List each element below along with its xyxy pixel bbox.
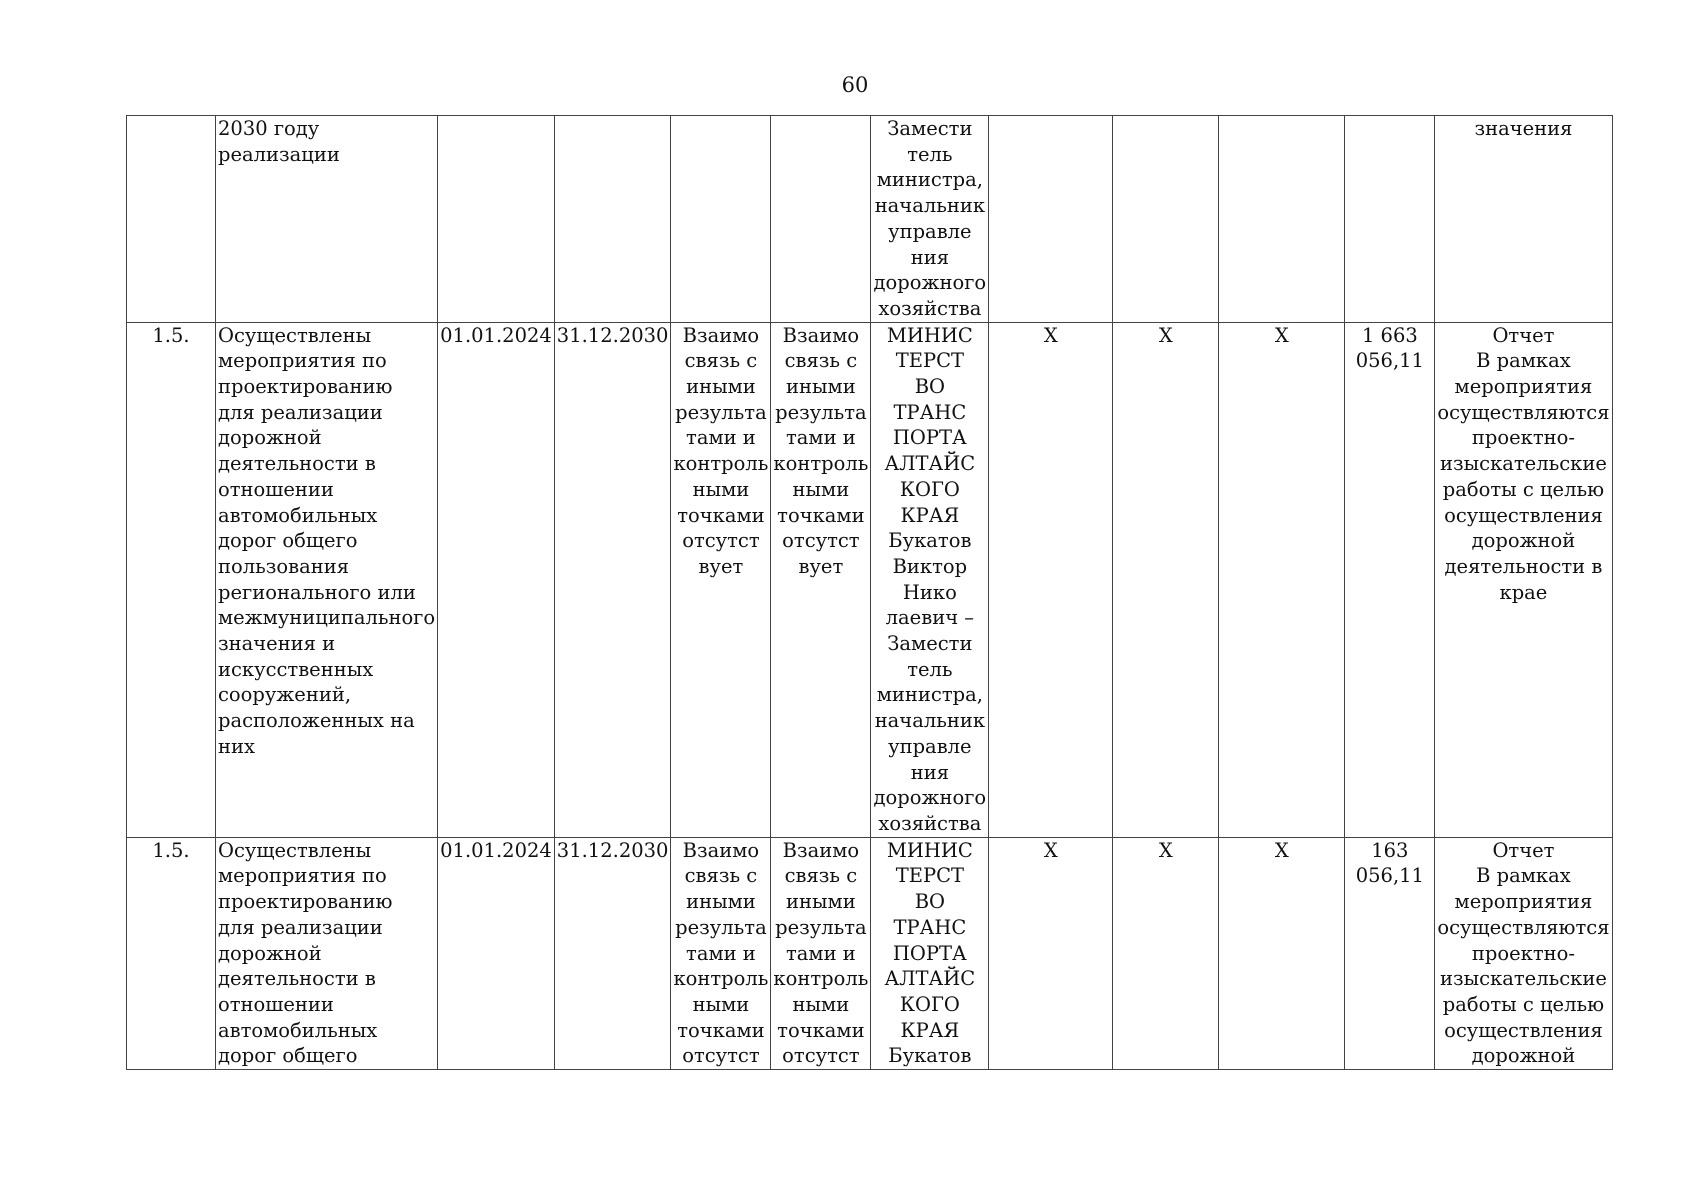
row-number-cell: 1.5. bbox=[127, 322, 216, 837]
row-number-cell: 1.5. bbox=[127, 837, 216, 1069]
x-mark-cell-3: X bbox=[1219, 837, 1345, 1069]
measure-name-cell: Осуществлены мероприятия по проектированию для реализации дорожной деятельности в отношении автомобильных дорог общего пользования регионального или межмуниципального значения и искусственных сооружений, расположенных на них bbox=[216, 322, 438, 837]
amount-cell: 163 056,11 bbox=[1345, 837, 1435, 1069]
measure-name-cell: 2030 году реализации bbox=[216, 116, 438, 323]
amount-cell bbox=[1345, 116, 1435, 323]
start-date-cell: 01.01.2024 bbox=[438, 322, 555, 837]
amount-cell: 1 663 056,11 bbox=[1345, 322, 1435, 837]
start-date-cell bbox=[438, 116, 555, 323]
link-next-cell: Взаимо связь с иными результа тами и контроль ными точками отсутст bbox=[771, 837, 871, 1069]
x-mark-cell-2: X bbox=[1113, 322, 1219, 837]
end-date-cell bbox=[554, 116, 671, 323]
result-cell: значения bbox=[1435, 116, 1612, 323]
x-mark-cell-2 bbox=[1113, 116, 1219, 323]
table-row bbox=[127, 837, 1613, 1069]
measure-name-cell: Осуществлены мероприятия по проектированию для реализации дорожной деятельности в отношении автомобильных дорог общего bbox=[216, 837, 438, 1069]
x-mark-cell-1: X bbox=[989, 322, 1113, 837]
result-cell: Отчет В рамках мероприятия осуществляются проектно- изыскательские работы с целью осуществления дорожной деятельности в крае bbox=[1435, 322, 1612, 837]
x-mark-cell-1: X bbox=[989, 837, 1113, 1069]
start-date-cell: 01.01.2024 bbox=[438, 837, 555, 1069]
end-date-cell: 31.12.2030 bbox=[554, 837, 671, 1069]
x-mark-cell-1 bbox=[989, 116, 1113, 323]
link-previous-cell: Взаимо связь с иными результа тами и контроль ными точками отсутст вует bbox=[671, 322, 771, 837]
responsible-cell: МИНИС ТЕРСТ ВО ТРАНС ПОРТА АЛТАЙС КОГО КРАЯ Букатов bbox=[871, 837, 989, 1069]
end-date-cell: 31.12.2030 bbox=[554, 322, 671, 837]
x-mark-cell-3: X bbox=[1219, 322, 1345, 837]
table-row bbox=[127, 322, 1613, 837]
link-previous-cell: Взаимо связь с иными результа тами и контроль ными точками отсутст bbox=[671, 837, 771, 1069]
result-cell: Отчет В рамках мероприятия осуществляются проектно- изыскательские работы с целью осуществления дорожной bbox=[1435, 837, 1612, 1069]
responsible-cell: Замести тель министра, начальник управле ния дорожного хозяйства bbox=[871, 116, 989, 323]
x-mark-cell-2: X bbox=[1113, 837, 1219, 1069]
measures-table bbox=[126, 115, 1613, 1070]
page-number: 60 bbox=[841, 73, 869, 97]
x-mark-cell-3 bbox=[1219, 116, 1345, 323]
responsible-cell: МИНИС ТЕРСТ ВО ТРАНС ПОРТА АЛТАЙС КОГО КРАЯ Букатов Виктор Нико лаевич – Замести тель министра, начальник управле ния дорожного хозяйства bbox=[871, 322, 989, 837]
table-row bbox=[127, 116, 1613, 323]
link-previous-cell bbox=[671, 116, 771, 323]
link-next-cell: Взаимо связь с иными результа тами и контроль ными точками отсутст вует bbox=[771, 322, 871, 837]
link-next-cell bbox=[771, 116, 871, 323]
row-number-cell bbox=[127, 116, 216, 323]
